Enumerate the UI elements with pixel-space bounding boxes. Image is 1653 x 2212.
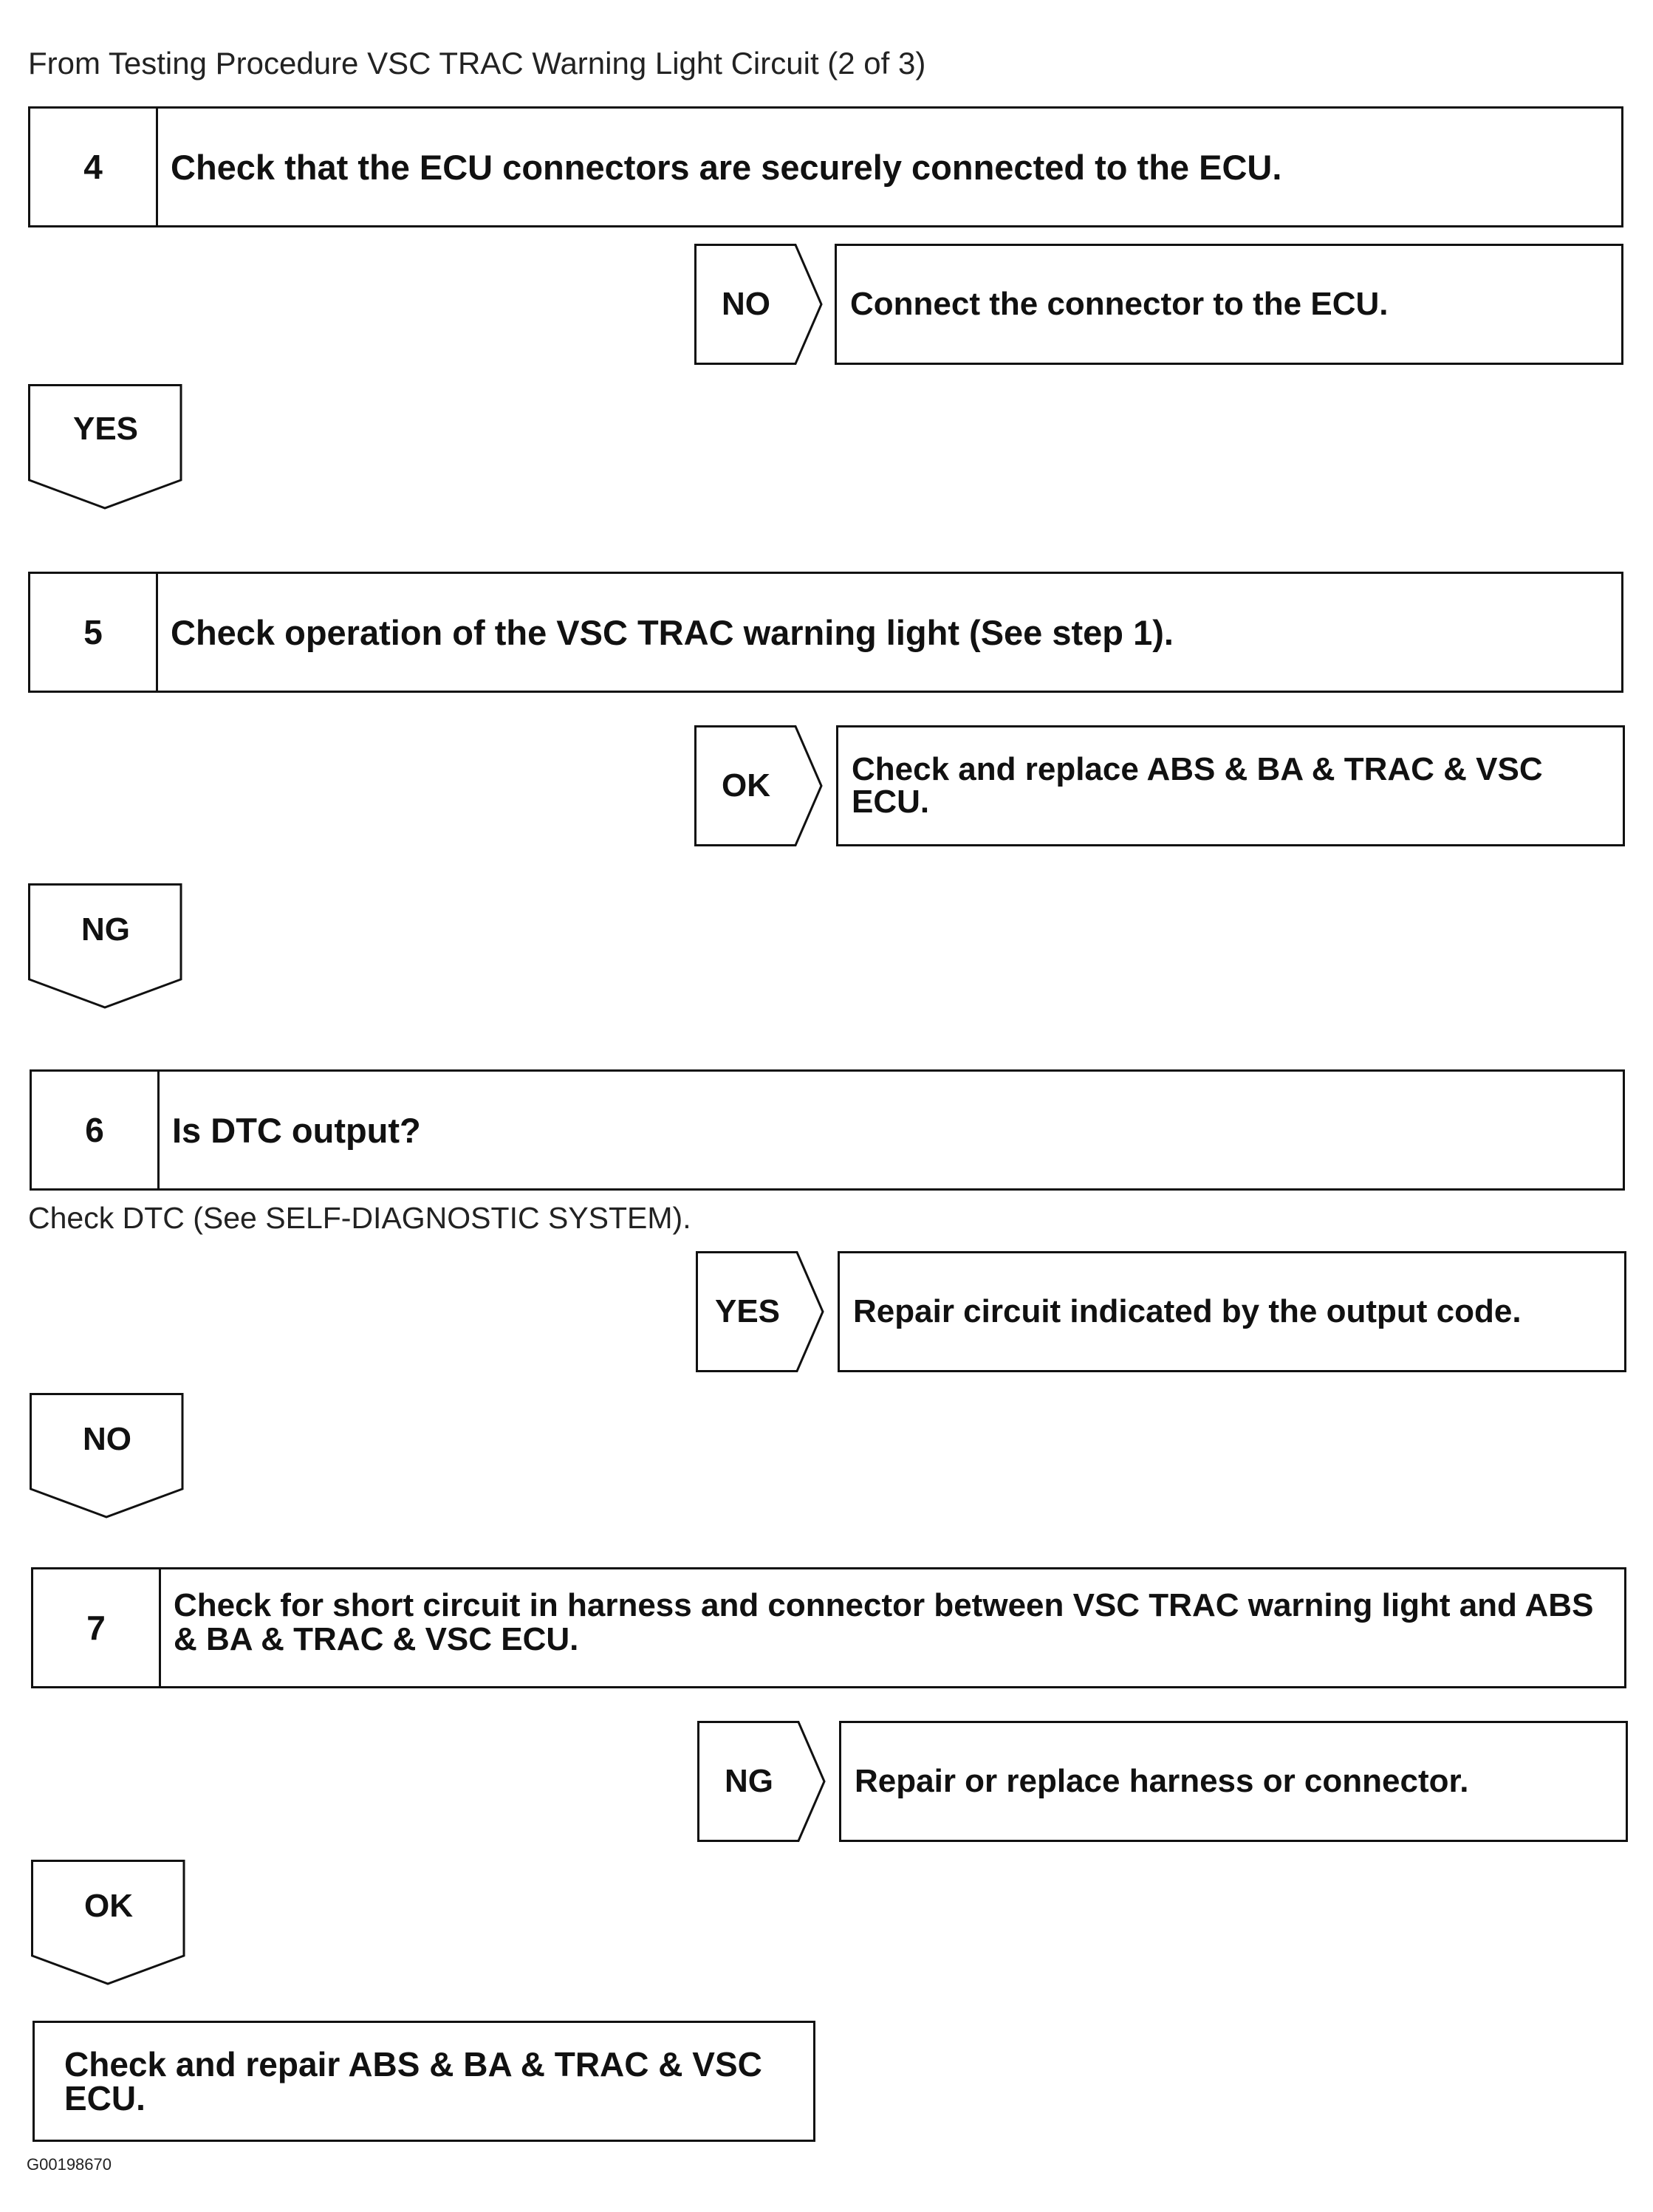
step-5-number: 5 [30, 574, 158, 691]
step-5-question: Check operation of the VSC TRAC warning light (See step 1). [171, 612, 1174, 652]
step-4-side-label: NO [722, 286, 770, 322]
step-6-down-label: NO [83, 1421, 131, 1457]
step-6-side-label: YES [714, 1293, 781, 1329]
step-6-box [30, 1069, 1625, 1191]
step-7-number: 7 [33, 1569, 161, 1686]
step-7-side-action: Repair or replace harness or connector. [839, 1721, 1628, 1842]
step-6-side-action: Repair circuit indicated by the output code. [838, 1251, 1626, 1372]
step-5-box [28, 572, 1623, 693]
step-5-down-label: NG [81, 911, 130, 948]
step-4-down-label: YES [72, 411, 139, 447]
step-7-down-label: OK [84, 1888, 133, 1924]
step-4-number: 4 [30, 109, 158, 225]
step-7-side-label: NG [725, 1763, 773, 1799]
page-title: From Testing Procedure VSC TRAC Warning Light Circuit (2 of 3) [28, 46, 926, 81]
step-4-question: Check that the ECU connectors are securely connected to the ECU. [171, 147, 1282, 187]
step-7-question: Check for short circuit in harness and connector between VSC TRAC warning light and ABS & BA & TRAC & VSC ECU. [174, 1587, 1594, 1658]
step-4-box [28, 106, 1623, 227]
figure-id: G00198670 [27, 2155, 112, 2174]
step-7-box [31, 1567, 1626, 1688]
step-6-number: 6 [32, 1072, 160, 1188]
step-5-side-action: Check and replace ABS & BA & TRAC & VSC ECU. [836, 725, 1625, 846]
step-5-side-label: OK [722, 767, 770, 804]
step-6-question: Is DTC output? [172, 1110, 421, 1150]
step-4-side-action: Connect the connector to the ECU. [835, 244, 1623, 365]
step-6-note: Check DTC (See SELF-DIAGNOSTIC SYSTEM). [28, 1201, 691, 1235]
final-action-box: Check and repair ABS & BA & TRAC & VSC ECU. [32, 2021, 815, 2142]
